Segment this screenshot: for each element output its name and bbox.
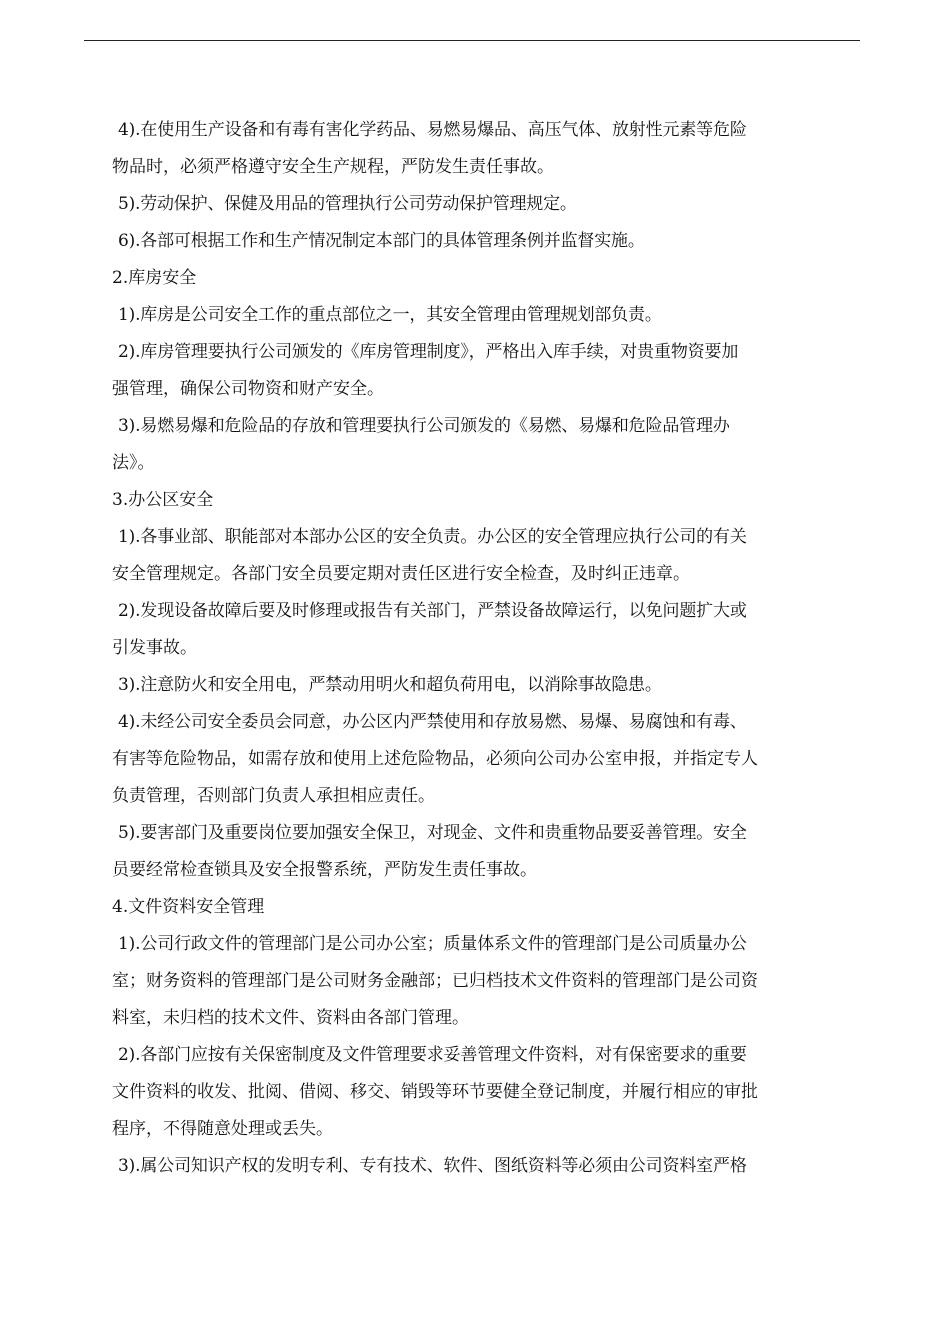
text-line: 2.库房安全 [112,268,197,288]
text-line: 3).属公司知识产权的发明专利、专有技术、软件、图纸资料等必须由公司资料室严格 [118,1156,747,1176]
text-line: 3.办公区安全 [112,490,214,510]
text-line: 4.文件资料安全管理 [112,897,265,917]
text-line: 负责管理，否则部门负责人承担相应责任。 [112,786,435,806]
text-line: 1).各事业部、职能部对本部办公区的安全负责。办公区的安全管理应执行公司的有关 [118,527,747,547]
text-line: 强管理，确保公司物资和财产安全。 [112,379,384,399]
text-line: 2).各部门应按有关保密制度及文件管理要求妥善管理文件资料，对有保密要求的重要 [118,1045,747,1065]
text-line: 室；财务资料的管理部门是公司财务金融部；已归档技术文件资料的管理部门是公司资 [112,971,758,991]
text-line: 引发事故。 [112,638,197,658]
text-line: 2).库房管理要执行公司颁发的《库房管理制度》，严格出入库手续，对贵重物资要加 [118,342,739,362]
header-rule [84,40,860,41]
text-line: 有害等危险物品，如需存放和使用上述危险物品，必须向公司办公室申报，并指定专人 [112,749,758,769]
text-line: 5).劳动保护、保健及用品的管理执行公司劳动保护管理规定。 [118,194,577,214]
text-line: 物品时，必须严格遵守安全生产规程，严防发生责任事故。 [112,157,554,177]
text-line: 6).各部可根据工作和生产情况制定本部门的具体管理条例并监督实施。 [118,231,645,251]
text-line: 5).要害部门及重要岗位要加强安全保卫，对现金、文件和贵重物品要妥善管理。安全 [118,823,747,843]
text-line: 料室，未归档的技术文件、资料由各部门管理。 [112,1008,469,1028]
text-line: 员要经常检查锁具及安全报警系统，严防发生责任事故。 [112,860,537,880]
text-line: 3).注意防火和安全用电，严禁动用明火和超负荷用电，以消除事故隐患。 [118,675,662,695]
text-line: 安全管理规定。各部门安全员要定期对责任区进行安全检查，及时纠正违章。 [112,564,690,584]
text-line: 2).发现设备故障后要及时修理或报告有关部门，严禁设备故障运行，以免问题扩大或 [118,601,747,621]
text-line: 1).库房是公司安全工作的重点部位之一，其安全管理由管理规划部负责。 [118,305,662,325]
text-line: 法》。 [112,453,155,473]
text-line: 1).公司行政文件的管理部门是公司办公室；质量体系文件的管理部门是公司质量办公 [118,934,747,954]
document-body [112,112,842,1185]
text-line: 3).易燃易爆和危险品的存放和管理要执行公司颁发的《易燃、易爆和危险品管理办 [118,416,730,436]
text-line: 4).未经公司安全委员会同意，办公区内严禁使用和存放易燃、易爆、易腐蚀和有毒、 [118,712,747,732]
text-line: 4).在使用生产设备和有毒有害化学药品、易燃易爆品、高压气体、放射性元素等危险 [118,120,747,140]
text-line: 程序，不得随意处理或丢失。 [112,1119,333,1139]
text-line: 文件资料的收发、批阅、借阅、移交、销毁等环节要健全登记制度，并履行相应的审批 [112,1082,758,1102]
